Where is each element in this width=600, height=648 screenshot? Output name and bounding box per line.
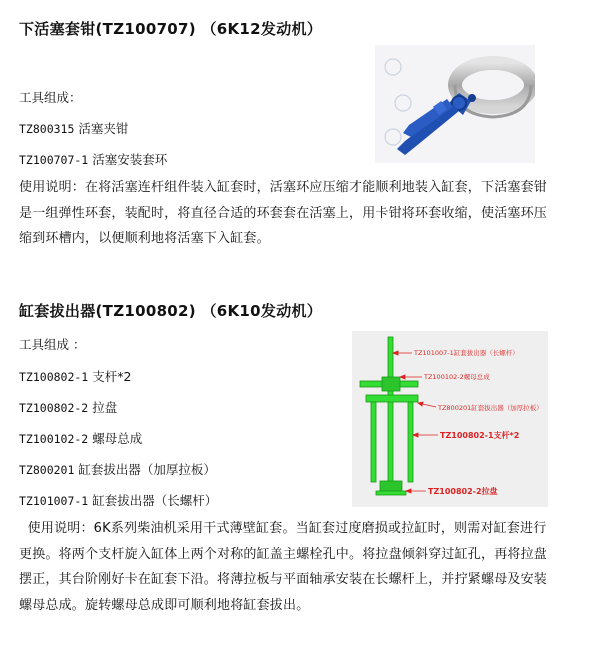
usage-line: 摆正，其台阶刚好卡在缸套下沿。将薄拉板与平面轴承安装在长螺杆上，并拧紧螺母及安装 bbox=[19, 572, 548, 587]
tool-name: 活塞夹钳 bbox=[78, 121, 129, 136]
section1-title: 下活塞套钳(TZ100707) （6K12发动机） bbox=[19, 20, 323, 38]
tool-name: 拉盘 bbox=[92, 400, 118, 415]
callout-nut-assembly: TZ100102-2螺母总成 bbox=[424, 373, 490, 381]
section2-tool-item-5 bbox=[19, 491, 217, 509]
liner-puller-diagram bbox=[352, 331, 548, 507]
section1-tool-item-2 bbox=[19, 150, 167, 168]
section1-usage bbox=[19, 175, 594, 252]
tool-name: 螺母总成 bbox=[92, 431, 143, 446]
tool-code: TZ100802-2 bbox=[19, 401, 89, 415]
section1-tools-heading: 工具组成： bbox=[19, 90, 82, 105]
usage-line: 更换。将两个支杆旋入缸体上两个对称的缸盖主螺栓孔中。将拉盘倾斜穿过缸孔，再将拉盘 bbox=[19, 546, 548, 562]
puller-illustration bbox=[352, 331, 548, 507]
callout-long-screw: TZ101007-1缸套拔出器（长螺杆） bbox=[414, 349, 519, 357]
pliers-illustration bbox=[375, 45, 535, 163]
section2-tool-item-3 bbox=[19, 429, 142, 447]
usage-line: 使用说明：在将活塞连杆组件装入缸套时，活塞环应压缩才能顺利地装入缸套，下活塞套钳 bbox=[19, 180, 548, 195]
usage-line: 螺母总成。旋转螺母总成即可顺利地将缸套拔出。 bbox=[19, 597, 310, 613]
tool-code: TZ800315 bbox=[19, 122, 75, 136]
tool-code: TZ100802-1 bbox=[19, 370, 89, 384]
usage-line: 使用说明：6K系列柴油机采用干式薄壁缸套。当缸套过度磨损或拉缸时，则需对缸套进行 bbox=[19, 521, 547, 536]
tool-name: 活塞安装套环 bbox=[92, 152, 168, 167]
section2-tool-item-2 bbox=[19, 398, 117, 416]
section2-tool-item-4 bbox=[19, 460, 216, 478]
section2-tools-heading: 工具组成 ： bbox=[19, 337, 86, 352]
tool-code: TZ100707-1 bbox=[19, 153, 89, 167]
tool-code: TZ100102-2 bbox=[19, 432, 89, 446]
tool-code: TZ101007-1 bbox=[19, 494, 89, 508]
callout-pull-disc: TZ100802-2拉盘 bbox=[428, 487, 498, 496]
section2-tool-item-1 bbox=[19, 367, 131, 385]
usage-line: 是一组弹性环套，装配时，将直径合适的环套套在活塞上，用卡钳将环套收缩，使活塞环压 bbox=[19, 205, 548, 221]
usage-line: 缩到环槽内，以便顺利地将活塞下入缸套。 bbox=[19, 231, 270, 246]
section2-title: 缸套拔出器(TZ100802) （6K10发动机） bbox=[19, 302, 323, 320]
piston-ring-pliers-image bbox=[375, 45, 535, 163]
tool-name: 缸套拔出器（加厚拉板） bbox=[78, 462, 216, 477]
callout-thick-plate: TZ800201缸套拔出器（加厚拉板） bbox=[438, 404, 543, 412]
tool-name: 支杆*2 bbox=[92, 369, 132, 384]
section1-tool-item-1 bbox=[19, 119, 128, 137]
tool-code: TZ800201 bbox=[19, 463, 75, 477]
section2-usage bbox=[19, 516, 597, 618]
callout-support-rod: TZ100802-1支杆*2 bbox=[440, 431, 520, 440]
tool-name: 缸套拔出器（长螺杆） bbox=[92, 493, 218, 508]
